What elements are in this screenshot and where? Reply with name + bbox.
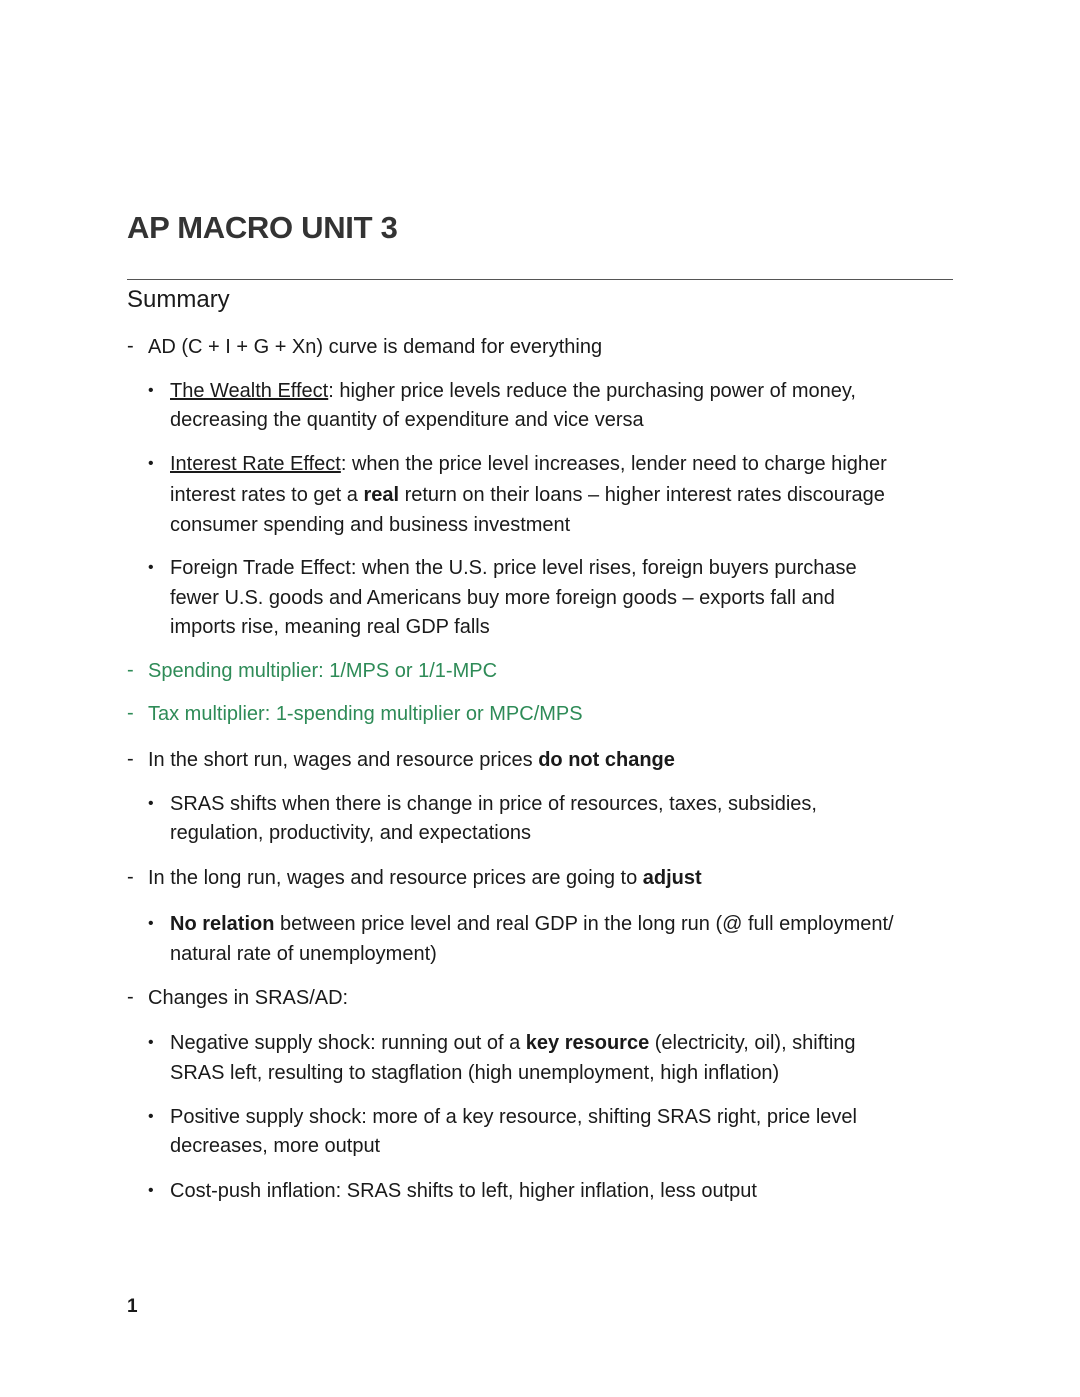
no-relation-line-2: natural rate of unemployment)	[170, 943, 437, 965]
wealth-effect-line-2: decreasing the quantity of expenditure and vice versa	[170, 409, 644, 431]
no-relation-line-1	[170, 909, 894, 939]
bullet-marker: •	[148, 382, 154, 399]
dash-marker: -	[127, 986, 134, 1008]
foreign-trade-effect-line-3: imports rise, meaning real GDP falls	[170, 616, 490, 638]
negative-shock-line-2: SRAS left, resulting to stagflation (high unemployment, high inflation)	[170, 1062, 780, 1084]
section-heading-summary: Summary	[127, 286, 230, 313]
bullet-marker: •	[148, 1182, 154, 1199]
short-run-bold: do not change	[538, 749, 675, 771]
bullet-marker: •	[148, 1034, 154, 1051]
changes-heading-item: Changes in SRAS/AD:	[148, 987, 349, 1009]
short-run-text: In the short run, wages and resource prices	[148, 749, 539, 771]
bullet-marker: •	[148, 559, 154, 576]
page-number: 1	[127, 1296, 138, 1317]
negative-shock-bold: key resource	[525, 1032, 650, 1054]
positive-shock-line-2: decreases, more output	[170, 1135, 381, 1157]
interest-line2-pre: interest rates to get a	[170, 484, 364, 506]
sras-shifts-line-2: regulation, productivity, and expectations	[170, 822, 531, 844]
dash-marker: -	[127, 659, 134, 681]
short-run-item	[148, 745, 675, 775]
dash-marker: -	[127, 748, 134, 770]
interest-rate-effect-text: : when the price level increases, lender need to charge higher	[340, 453, 887, 475]
long-run-item	[148, 863, 702, 893]
no-relation-bold: No relation	[170, 913, 275, 935]
wealth-effect-term: The Wealth Effect	[170, 380, 329, 402]
spending-multiplier-item: Spending multiplier: 1/MPS or 1/1-MPC	[148, 660, 498, 682]
dash-marker: -	[127, 702, 134, 724]
page-title: AP MACRO UNIT 3	[127, 210, 398, 245]
long-run-text: In the long run, wages and resource prices are going to	[148, 867, 643, 889]
title-divider	[127, 279, 953, 280]
interest-rate-effect-term: Interest Rate Effect	[170, 453, 341, 475]
negative-shock-text: Negative supply shock: running out of a	[170, 1032, 526, 1054]
positive-shock-line-1: Positive supply shock: more of a key resource, shifting SRAS right, price level	[170, 1106, 857, 1128]
foreign-trade-effect-line-1: Foreign Trade Effect: when the U.S. price level rises, foreign buyers purchase	[170, 557, 857, 579]
wealth-effect-line-1	[170, 376, 856, 406]
negative-shock-line-1	[170, 1028, 856, 1058]
interest-rate-effect-line-1	[170, 449, 887, 479]
wealth-effect-text: : higher price levels reduce the purchasing power of money,	[328, 380, 856, 402]
interest-line2-post: return on their loans – higher interest rates discourage	[399, 484, 885, 506]
sras-shifts-line-1: SRAS shifts when there is change in price of resources, taxes, subsidies,	[170, 793, 817, 815]
ad-curve-item: AD (C + I + G + Xn) curve is demand for everything	[148, 336, 603, 358]
interest-rate-effect-line-3: consumer spending and business investment	[170, 514, 571, 536]
bullet-marker: •	[148, 455, 154, 472]
negative-shock-post: (electricity, oil), shifting	[649, 1032, 856, 1054]
foreign-trade-effect-line-2: fewer U.S. goods and Americans buy more foreign goods – exports fall and	[170, 587, 835, 609]
tax-multiplier-item: Tax multiplier: 1-spending multiplier or MPC/MPS	[148, 703, 583, 725]
no-relation-text: between price level and real GDP in the long run (@ full employment/	[274, 913, 894, 935]
bullet-marker: •	[148, 795, 154, 812]
interest-rate-effect-line-2	[170, 480, 885, 510]
bullet-marker: •	[148, 915, 154, 932]
dash-marker: -	[127, 866, 134, 888]
bullet-marker: •	[148, 1108, 154, 1125]
interest-line2-bold: real	[363, 484, 400, 506]
long-run-bold: adjust	[642, 867, 702, 889]
dash-marker: -	[127, 335, 134, 357]
cost-push-inflation-line: Cost-push inflation: SRAS shifts to left, higher inflation, less output	[170, 1180, 757, 1202]
